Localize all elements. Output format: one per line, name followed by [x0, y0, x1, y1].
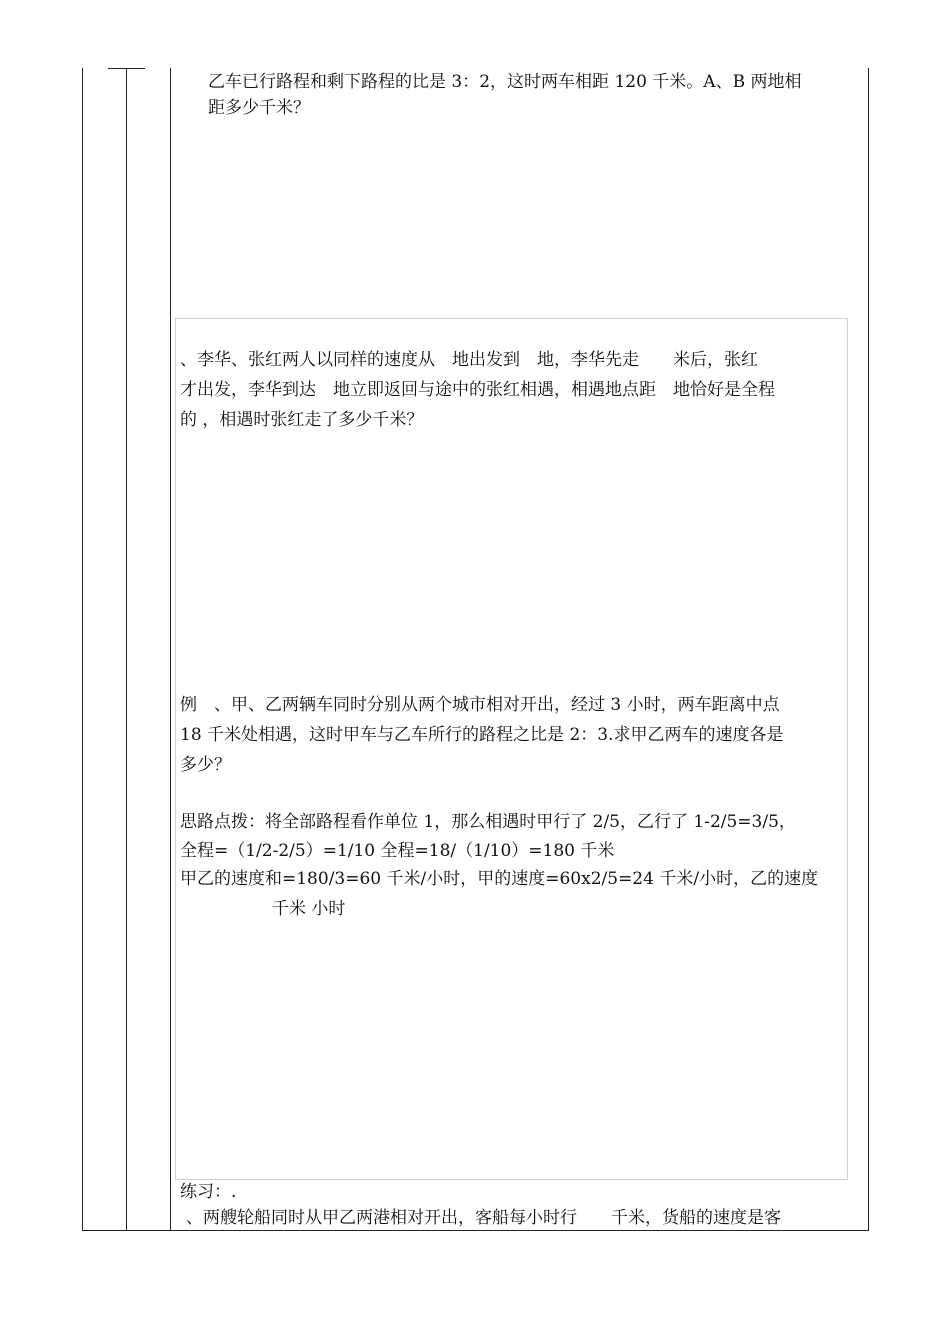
hint-line-2: 全程=（1/2-2/5）=1/10 全程=18/（1/10）=180 千米	[180, 841, 615, 861]
example-line-2: 18 千米处相遇，这时甲车与乙车所行的路程之比是 2：3.求甲乙两车的速度各是	[180, 725, 784, 745]
practice-line-1: 、两艘轮船同时从甲乙两港相对开出，客船每小时行 千米，货船的速度是客	[186, 1208, 781, 1228]
hint-line-4: 千米 小时	[272, 899, 346, 919]
hint-line-1: 思路点拨：将全部路程看作单位 1，那么相遇时甲行了 2/5，乙行了 1-2/5=3/5，	[180, 812, 796, 832]
problem-lihua-line-1: 、李华、张红两人以同样的速度从 地出发到 地，李华先走 米后，张红	[180, 350, 758, 370]
problem-prev-line-2: 距多少千米？	[208, 98, 310, 118]
example-line-3: 多少？	[180, 755, 231, 775]
example-line-1: 例 、甲、乙两辆车同时分别从两个城市相对开出，经过 3 小时，两车距离中点	[180, 695, 780, 715]
hint-line-3: 甲乙的速度和=180/3=60 千米/小时，甲的速度=60x2/5=24 千米/小时，乙的速度	[180, 869, 819, 889]
problem-lihua-line-2: 才出发，李华到达 地立即返回与途中的张红相遇，相遇地点距 地恰好是全程	[180, 380, 775, 400]
table-column-divider	[170, 68, 171, 1231]
practice-heading: 练习：.	[180, 1182, 237, 1202]
table-column-divider	[126, 68, 127, 1231]
problem-prev-line-1: 乙车已行路程和剩下路程的比是 3：2，这时两车相距 120 千米。A、B 两地相	[208, 72, 802, 92]
problem-lihua-line-3: 的 ，相遇时张红走了多少千米？	[180, 410, 424, 430]
